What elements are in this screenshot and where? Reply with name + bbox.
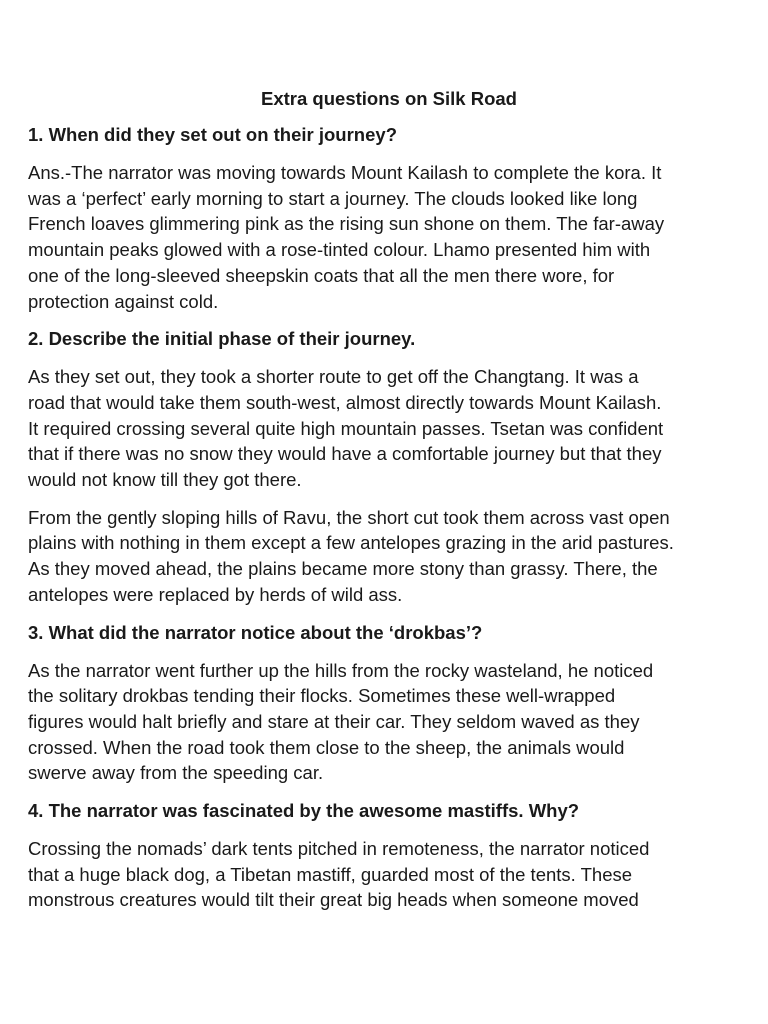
- text-line: It required crossing several quite high mountain passes. Tsetan was confident: [28, 417, 664, 439]
- answer-paragraph: [28, 160, 750, 314]
- qa-section: [28, 620, 750, 787]
- question-heading: 3. What did the narrator notice about the ‘drokbas’?: [28, 621, 483, 643]
- answer-paragraph: [28, 658, 750, 787]
- text-line: would not know till they got there.: [28, 469, 302, 491]
- text-line: Ans.-The narrator was moving towards Mount Kailash to complete the kora. It: [28, 162, 662, 183]
- text-line: antelopes were replaced by herds of wild ass.: [28, 583, 403, 605]
- answer-paragraph: [28, 364, 750, 493]
- text-line: From the gently sloping hills of Ravu, the short cut took them across vast open: [28, 506, 670, 528]
- qa-section: [28, 122, 750, 314]
- text-line: swerve away from the speeding car.: [28, 762, 324, 784]
- answer-paragraph: [28, 505, 750, 608]
- question-heading: 4. The narrator was fascinated by the awesome mastiffs. Why?: [28, 800, 580, 822]
- text-line: French loaves glimmering pink as the rising sun shone on them. The far-away: [28, 213, 665, 235]
- document-title: Extra questions on Silk Road: [261, 88, 517, 109]
- text-line: figures would halt briefly and stare at their car. They seldom waved as they: [28, 710, 640, 732]
- text-line: one of the long-sleeved sheepskin coats that all the men there wore, for: [28, 264, 615, 286]
- text-line: that if there was no snow they would have a comfortable journey but that they: [28, 443, 662, 465]
- question-heading: 2. Describe the initial phase of their journey.: [28, 328, 416, 350]
- text-line: Crossing the nomads’ dark tents pitched in remoteness, the narrator noticed: [28, 838, 650, 860]
- text-line: As they set out, they took a shorter route to get off the Changtang. It was a: [28, 366, 639, 388]
- text-line: the solitary drokbas tending their flocks. Sometimes these well-wrapped: [28, 685, 616, 707]
- text-line: crossed. When the road took them close to the sheep, the animals would: [28, 736, 625, 758]
- document-page: [28, 86, 750, 925]
- document-body: [28, 122, 750, 913]
- qa-section: [28, 326, 750, 607]
- qa-section: [28, 798, 750, 913]
- text-line: As the narrator went further up the hills from the rocky wasteland, he noticed: [28, 659, 654, 681]
- answer-paragraph: [28, 836, 750, 913]
- question-heading: 1. When did they set out on their journey?: [28, 124, 397, 145]
- text-line: monstrous creatures would tilt their great big heads when someone moved: [28, 889, 639, 911]
- text-line: As they moved ahead, the plains became more stony than grassy. There, the: [28, 558, 658, 580]
- text-line: mountain peaks glowed with a rose-tinted colour. Lhamo presented him with: [28, 239, 651, 261]
- text-line: plains with nothing in them except a few antelopes grazing in the arid pastures.: [28, 532, 674, 554]
- text-line: that a huge black dog, a Tibetan mastiff, guarded most of the tents. These: [28, 863, 633, 885]
- text-line: protection against cold.: [28, 290, 219, 312]
- text-line: road that would take them south-west, almost directly towards Mount Kailash.: [28, 391, 662, 413]
- text-line: was a ‘perfect’ early morning to start a journey. The clouds looked like long: [28, 187, 638, 209]
